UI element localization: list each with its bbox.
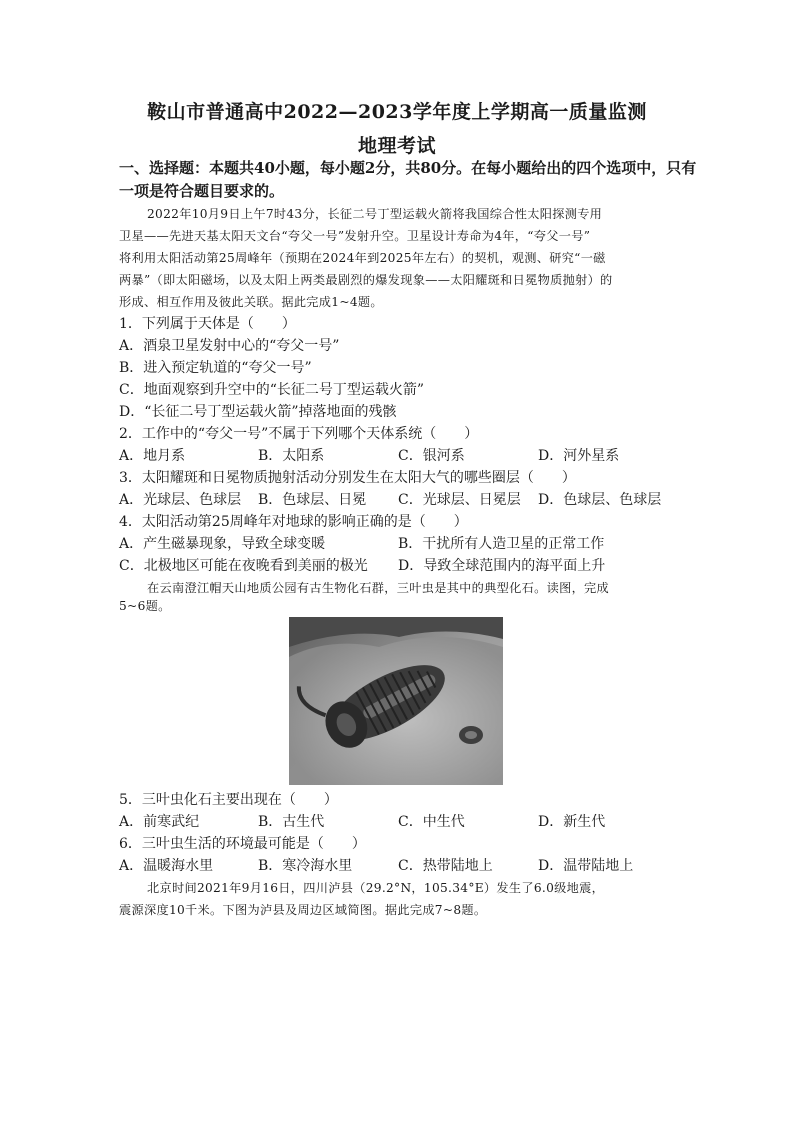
question-4-option-d[interactable]: D．导致全球范围内的海平面上升 — [398, 558, 606, 574]
question-5-option-c[interactable]: C．中生代 — [398, 814, 465, 830]
passage1-line: 形成、相互作用及彼此关联。据此完成1~4题。 — [119, 295, 383, 309]
passage1-line: 将利用太阳活动第25周峰年（预期在2024年到2025年左右）的契机，观测、研究“一磁 — [119, 251, 606, 265]
question-4-option-b[interactable]: B．干扰所有人造卫星的正常工作 — [398, 536, 605, 552]
passage2-line: 在云南澄江帽天山地质公园有古生物化石群，三叶虫是其中的典型化石。读图，完成 — [147, 581, 610, 595]
question-1-option-c[interactable]: C．地面观察到升空中的“长征二号丁型运载火箭” — [119, 382, 425, 398]
trilobite-fossil-illustration — [289, 617, 503, 785]
passage1-line: 卫星——先进天基太阳天文台“夸父一号”发射升空。卫星设计寿命为4年，“夸父一号” — [119, 229, 591, 243]
question-1-option-a[interactable]: A．酒泉卫星发射中心的“夸父一号” — [119, 338, 340, 354]
question-5-option-d[interactable]: D．新生代 — [538, 814, 606, 830]
question-1-stem: 1．下列属于天体是（ ） — [119, 316, 296, 332]
question-4-option-c[interactable]: C．北极地区可能在夜晚看到美丽的极光 — [119, 558, 368, 574]
question-5-stem: 5．三叶虫化石主要出现在（ ） — [119, 792, 338, 808]
passage3-line: 北京时间2021年9月16日，四川泸县（29.2°N，105.34°E）发生了6.0级地震， — [147, 881, 605, 895]
question-3-option-c[interactable]: C．光球层、日冕层 — [398, 492, 521, 508]
passage3-line: 震源深度10千米。下图为泸县及周边区域简图。据此完成7~8题。 — [119, 903, 487, 917]
question-5-option-a[interactable]: A．前寒武纪 — [119, 814, 200, 830]
question-2-stem: 2．工作中的“夸父一号”不属于下列哪个天体系统（ ） — [119, 426, 479, 442]
question-3-option-a[interactable]: A．光球层、色球层 — [119, 492, 242, 508]
question-2-option-c[interactable]: C．银河系 — [398, 448, 465, 464]
question-2-option-d[interactable]: D．河外星系 — [538, 448, 620, 464]
exam-subtitle: 地理考试 — [357, 135, 436, 157]
passage2-line: 5~6题。 — [119, 599, 171, 613]
question-4-stem: 4．太阳活动第25周峰年对地球的影响正确的是（ ） — [119, 514, 468, 530]
question-5-option-b[interactable]: B．古生代 — [258, 814, 325, 830]
exam-title: 鞍山市普通高中2022—2023学年度上学期高一质量监测 — [147, 101, 647, 123]
section-heading-line1: 一、选择题：本题共40小题，每小题2分，共80分。在每小题给出的四个选项中，只有 — [119, 159, 697, 177]
section-heading-line2: 一项是符合题目要求的。 — [119, 182, 285, 200]
question-6-option-d[interactable]: D．温带陆地上 — [538, 858, 634, 874]
question-2-option-b[interactable]: B．太阳系 — [258, 448, 325, 464]
passage1-line: 2022年10月9日上午7时43分，长征二号丁型运载火箭将我国综合性太阳探测专用 — [147, 207, 603, 221]
trilobite-fossil-photo — [289, 617, 503, 785]
question-3-option-b[interactable]: B．色球层、日冕 — [258, 492, 367, 508]
question-2-option-a[interactable]: A．地月系 — [119, 448, 186, 464]
question-3-stem: 3．太阳耀斑和日冕物质抛射活动分别发生在太阳大气的哪些圈层（ ） — [119, 470, 576, 486]
question-3-option-d[interactable]: D．色球层、色球层 — [538, 492, 662, 508]
question-6-option-c[interactable]: C．热带陆地上 — [398, 858, 493, 874]
question-6-option-b[interactable]: B．寒冷海水里 — [258, 858, 353, 874]
question-1-option-d[interactable]: D．“长征二号丁型运载火箭”掉落地面的残骸 — [119, 404, 397, 420]
question-6-option-a[interactable]: A．温暖海水里 — [119, 858, 214, 874]
question-6-stem: 6．三叶虫生活的环境最可能是（ ） — [119, 836, 366, 852]
question-4-option-a[interactable]: A．产生磁暴现象，导致全球变暖 — [119, 536, 326, 552]
question-1-option-b[interactable]: B．进入预定轨道的“夸父一号” — [119, 360, 312, 376]
passage1-line: 两暴”（即太阳磁场，以及太阳上两类最剧烈的爆发现象——太阳耀斑和日冕物质抛射）的 — [119, 273, 613, 287]
